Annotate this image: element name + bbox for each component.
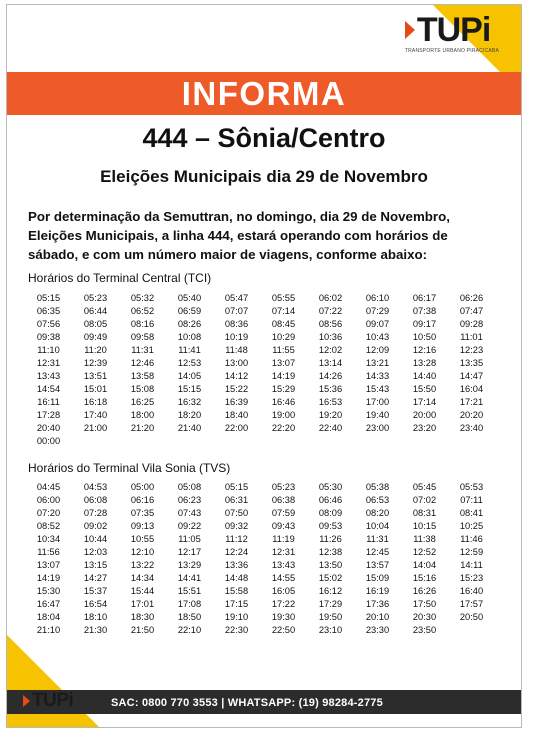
time-cell: 14:47	[459, 371, 484, 381]
time-cell: 14:12	[224, 371, 249, 381]
time-cell: 10:19	[224, 332, 249, 342]
time-cell: 05:40	[177, 293, 202, 303]
time-cell: 07:59	[271, 508, 296, 518]
time-cell: 12:39	[83, 358, 108, 368]
time-cell: 08:31	[412, 508, 437, 518]
time-cell: 13:00	[224, 358, 249, 368]
time-cell: 16:19	[365, 586, 390, 596]
informa-banner	[7, 72, 521, 115]
time-cell: 06:02	[318, 293, 343, 303]
time-cell: 16:26	[412, 586, 437, 596]
footer-contact: SAC: 0800 770 3553 | WHATSAPP: (19) 98284-2775	[111, 697, 383, 709]
time-cell: 10:29	[271, 332, 296, 342]
time-cell: 13:28	[412, 358, 437, 368]
time-cell: 05:00	[130, 482, 155, 492]
time-cell: 15:30	[36, 586, 61, 596]
time-cell: 04:45	[36, 482, 61, 492]
time-cell: 13:14	[318, 358, 343, 368]
time-cell: 11:31	[366, 534, 389, 544]
time-cell: 15:50	[412, 384, 437, 394]
time-cell: 17:15	[224, 599, 249, 609]
time-cell: 22:40	[318, 423, 343, 433]
time-cell: 14:11	[460, 560, 483, 570]
time-cell: 13:29	[177, 560, 202, 570]
time-cell: 11:01	[460, 332, 483, 342]
time-cell: 22:20	[271, 423, 296, 433]
time-cell: 09:49	[83, 332, 108, 342]
time-cell: 08:41	[459, 508, 484, 518]
time-cell: 14:54	[36, 384, 61, 394]
time-cell: 13:50	[318, 560, 343, 570]
time-cell: 10:04	[365, 521, 390, 531]
time-cell: 07:56	[36, 319, 61, 329]
time-cell: 15:36	[318, 384, 343, 394]
time-cell: 13:07	[36, 560, 61, 570]
time-cell: 15:29	[271, 384, 296, 394]
time-cell: 18:10	[83, 612, 108, 622]
page-title: 444 – Sônia/Centro	[142, 123, 386, 153]
time-cell: 09:02	[83, 521, 108, 531]
time-cell: 18:20	[177, 410, 202, 420]
time-cell: 06:08	[83, 495, 108, 505]
time-cell: 16:25	[130, 397, 155, 407]
time-cell: 05:53	[459, 482, 484, 492]
time-cell: 06:26	[459, 293, 484, 303]
time-cell: 07:20	[36, 508, 61, 518]
time-cell: 18:50	[177, 612, 202, 622]
time-cell: 13:43	[36, 371, 61, 381]
time-cell: 17:36	[365, 599, 390, 609]
time-cell: 15:22	[224, 384, 249, 394]
time-cell: 12:31	[36, 358, 61, 368]
time-cell: 05:45	[412, 482, 437, 492]
time-cell: 05:32	[130, 293, 155, 303]
time-cell: 10:15	[412, 521, 437, 531]
time-cell: 07:29	[365, 306, 390, 316]
time-cell: 05:47	[224, 293, 249, 303]
time-cell: 11:10	[37, 345, 60, 355]
time-cell: 17:22	[271, 599, 296, 609]
time-cell: 07:43	[177, 508, 202, 518]
time-cell: 16:47	[36, 599, 61, 609]
time-cell: 14:55	[271, 573, 296, 583]
time-cell: 13:22	[130, 560, 155, 570]
time-cell: 06:38	[271, 495, 296, 505]
time-cell: 23:20	[412, 423, 437, 433]
notice-text: Por determinação da Semuttran, no domingo, dia 29 de Novembro, Eleições Municipais, a linha 444, estará operando com horários de sábado, e com um número maior de viagens, conforme abaixo:	[28, 209, 450, 262]
time-cell: 06:23	[177, 495, 202, 505]
time-cell: 08:36	[224, 319, 249, 329]
time-cell: 08:09	[318, 508, 343, 518]
time-cell: 18:04	[36, 612, 61, 622]
time-cell: 14:48	[224, 573, 249, 583]
time-cell: 10:44	[83, 534, 108, 544]
time-cell: 05:30	[318, 482, 343, 492]
time-cell: 11:38	[413, 534, 436, 544]
time-cell: 20:40	[36, 423, 61, 433]
time-cell: 10:25	[459, 521, 484, 531]
time-cell: 05:15	[224, 482, 249, 492]
time-cell: 23:40	[459, 423, 484, 433]
time-cell: 18:30	[130, 612, 155, 622]
time-cell: 11:46	[460, 534, 483, 544]
time-cell: 05:55	[271, 293, 296, 303]
time-cell: 22:50	[271, 625, 296, 635]
time-cell: 00:00	[36, 436, 61, 446]
time-cell: 16:46	[271, 397, 296, 407]
logo-arrow-icon	[405, 21, 415, 39]
time-cell: 07:14	[271, 306, 296, 316]
time-cell: 11:12	[225, 534, 248, 544]
notice-page	[6, 4, 522, 728]
time-cell: 16:18	[83, 397, 108, 407]
timetable-tci	[25, 292, 505, 448]
time-cell: 15:08	[130, 384, 155, 394]
banner-label: INFORMA	[181, 74, 347, 112]
time-cell: 09:13	[130, 521, 155, 531]
time-cell: 11:19	[272, 534, 295, 544]
time-cell: 07:35	[130, 508, 155, 518]
time-cell: 21:30	[83, 625, 108, 635]
time-cell: 11:05	[178, 534, 201, 544]
time-cell: 09:32	[224, 521, 249, 531]
footer-logo-arrow-icon	[23, 695, 30, 707]
time-cell: 13:57	[365, 560, 390, 570]
time-cell: 12:38	[318, 547, 343, 557]
time-cell: 07:02	[412, 495, 437, 505]
time-cell: 06:17	[412, 293, 437, 303]
time-cell: 09:17	[412, 319, 437, 329]
time-cell: 23:30	[365, 625, 390, 635]
time-cell: 12:17	[177, 547, 202, 557]
time-cell: 14:05	[177, 371, 202, 381]
time-cell: 05:23	[271, 482, 296, 492]
time-cell: 17:00	[365, 397, 390, 407]
time-cell: 06:44	[83, 306, 108, 316]
time-cell: 13:43	[271, 560, 296, 570]
time-cell: 08:56	[318, 319, 343, 329]
timetable-tvs	[25, 481, 505, 637]
footer-logo: TUPi	[23, 690, 73, 712]
time-cell: 14:40	[412, 371, 437, 381]
time-cell: 13:07	[271, 358, 296, 368]
time-cell: 14:19	[271, 371, 296, 381]
time-cell: 10:50	[412, 332, 437, 342]
section-title-tvs: Horários do Terminal Vila Sonia (TVS)	[28, 461, 231, 475]
time-cell: 06:52	[130, 306, 155, 316]
time-cell: 08:52	[36, 521, 61, 531]
time-cell: 20:30	[412, 612, 437, 622]
page-subtitle: Eleições Municipais dia 29 de Novembro	[100, 167, 428, 186]
time-cell: 09:43	[271, 521, 296, 531]
time-cell: 16:12	[318, 586, 343, 596]
time-cell: 12:02	[318, 345, 343, 355]
time-cell: 08:26	[177, 319, 202, 329]
time-cell: 20:50	[459, 612, 484, 622]
time-cell: 13:15	[83, 560, 108, 570]
time-cell: 07:07	[224, 306, 249, 316]
time-cell: 15:37	[83, 586, 108, 596]
time-cell: 06:59	[177, 306, 202, 316]
time-cell: 07:11	[460, 495, 483, 505]
time-cell: 07:28	[83, 508, 108, 518]
time-cell: 12:59	[459, 547, 484, 557]
time-cell: 05:15	[36, 293, 61, 303]
time-cell: 19:20	[318, 410, 343, 420]
time-cell: 14:41	[177, 573, 202, 583]
time-cell: 20:00	[412, 410, 437, 420]
time-cell: 11:41	[178, 345, 201, 355]
time-cell: 12:10	[130, 547, 155, 557]
time-cell: 16:39	[224, 397, 249, 407]
time-cell: 23:00	[365, 423, 390, 433]
time-cell: 15:16	[412, 573, 437, 583]
time-cell: 15:23	[459, 573, 484, 583]
time-cell: 17:14	[412, 397, 437, 407]
time-cell: 15:02	[318, 573, 343, 583]
time-cell: 17:21	[459, 397, 484, 407]
time-cell: 08:45	[271, 319, 296, 329]
time-cell: 17:57	[459, 599, 484, 609]
time-cell: 14:27	[83, 573, 108, 583]
time-cell: 13:21	[365, 358, 390, 368]
time-cell: 17:50	[412, 599, 437, 609]
time-cell: 09:53	[318, 521, 343, 531]
time-cell: 14:34	[130, 573, 155, 583]
time-cell: 12:53	[177, 358, 202, 368]
time-cell: 23:10	[318, 625, 343, 635]
time-cell: 14:26	[318, 371, 343, 381]
time-cell: 12:16	[412, 345, 437, 355]
time-cell: 19:10	[224, 612, 249, 622]
time-cell: 06:16	[130, 495, 155, 505]
time-cell: 12:23	[459, 345, 484, 355]
time-cell: 12:45	[365, 547, 390, 557]
time-cell: 16:54	[83, 599, 108, 609]
time-cell: 21:40	[177, 423, 202, 433]
time-cell: 18:00	[130, 410, 155, 420]
time-cell: 16:11	[37, 397, 60, 407]
time-cell: 19:00	[271, 410, 296, 420]
time-cell: 09:38	[36, 332, 61, 342]
time-cell: 05:38	[365, 482, 390, 492]
time-cell: 10:34	[36, 534, 61, 544]
time-cell: 15:09	[365, 573, 390, 583]
time-cell: 09:58	[130, 332, 155, 342]
time-cell: 16:40	[459, 586, 484, 596]
time-cell: 11:26	[319, 534, 342, 544]
time-cell: 17:08	[177, 599, 202, 609]
time-cell: 09:07	[365, 319, 390, 329]
time-cell: 05:23	[83, 293, 108, 303]
time-cell: 22:30	[224, 625, 249, 635]
time-cell: 07:50	[224, 508, 249, 518]
time-cell: 07:47	[459, 306, 484, 316]
tupi-logo: TUPi TRANSPORTE URBANO PIRACICABA	[404, 11, 499, 54]
time-cell: 15:43	[365, 384, 390, 394]
time-cell: 21:50	[130, 625, 155, 635]
time-cell: 06:35	[36, 306, 61, 316]
time-cell: 14:04	[412, 560, 437, 570]
time-cell: 11:55	[272, 345, 295, 355]
time-cell: 15:51	[177, 586, 202, 596]
time-cell: 14:33	[365, 371, 390, 381]
time-cell: 20:20	[459, 410, 484, 420]
time-cell: 05:08	[177, 482, 202, 492]
section-title-tci: Horários do Terminal Central (TCI)	[28, 271, 212, 285]
time-cell: 21:00	[83, 423, 108, 433]
time-cell: 13:35	[459, 358, 484, 368]
time-cell: 15:44	[130, 586, 155, 596]
time-cell: 06:00	[36, 495, 61, 505]
time-cell: 11:20	[84, 345, 107, 355]
time-cell: 18:40	[224, 410, 249, 420]
time-cell: 16:53	[318, 397, 343, 407]
time-cell: 12:09	[365, 345, 390, 355]
time-cell: 22:00	[224, 423, 249, 433]
time-cell: 22:10	[177, 625, 202, 635]
time-cell: 21:10	[36, 625, 61, 635]
time-cell: 10:55	[130, 534, 155, 544]
time-cell: 08:20	[365, 508, 390, 518]
logo-tagline: TRANSPORTE URBANO PIRACICABA	[404, 48, 499, 54]
time-cell: 08:05	[83, 319, 108, 329]
time-cell: 17:29	[318, 599, 343, 609]
time-cell: 12:31	[271, 547, 296, 557]
time-cell: 16:32	[177, 397, 202, 407]
time-cell: 17:01	[130, 599, 155, 609]
time-cell: 06:10	[365, 293, 390, 303]
time-cell: 15:01	[83, 384, 108, 394]
time-cell: 07:22	[318, 306, 343, 316]
time-cell: 06:46	[318, 495, 343, 505]
time-cell: 04:53	[83, 482, 108, 492]
time-cell: 13:36	[224, 560, 249, 570]
time-cell: 15:58	[224, 586, 249, 596]
time-cell: 12:46	[130, 358, 155, 368]
time-cell: 10:08	[177, 332, 202, 342]
time-cell: 13:51	[83, 371, 108, 381]
time-cell: 08:16	[130, 319, 155, 329]
time-cell: 14:19	[36, 573, 61, 583]
time-cell: 10:36	[318, 332, 343, 342]
time-cell: 12:24	[224, 547, 249, 557]
time-cell: 21:20	[130, 423, 155, 433]
time-cell: 16:05	[271, 586, 296, 596]
time-cell: 17:40	[83, 410, 108, 420]
time-cell: 15:15	[177, 384, 202, 394]
time-cell: 12:03	[83, 547, 108, 557]
time-cell: 13:58	[130, 371, 155, 381]
time-cell: 09:22	[177, 521, 202, 531]
time-cell: 06:31	[224, 495, 249, 505]
time-cell: 23:50	[412, 625, 437, 635]
time-cell: 09:28	[459, 319, 484, 329]
time-cell: 11:56	[37, 547, 60, 557]
time-cell: 19:50	[318, 612, 343, 622]
time-cell: 10:43	[365, 332, 390, 342]
time-cell: 20:10	[365, 612, 390, 622]
time-cell: 12:52	[412, 547, 437, 557]
time-cell: 06:53	[365, 495, 390, 505]
time-cell: 07:38	[412, 306, 437, 316]
time-cell: 19:40	[365, 410, 390, 420]
time-cell: 16:04	[459, 384, 484, 394]
time-cell: 19:30	[271, 612, 296, 622]
time-cell: 11:48	[225, 345, 248, 355]
time-cell: 17:28	[36, 410, 61, 420]
time-cell: 11:31	[131, 345, 154, 355]
